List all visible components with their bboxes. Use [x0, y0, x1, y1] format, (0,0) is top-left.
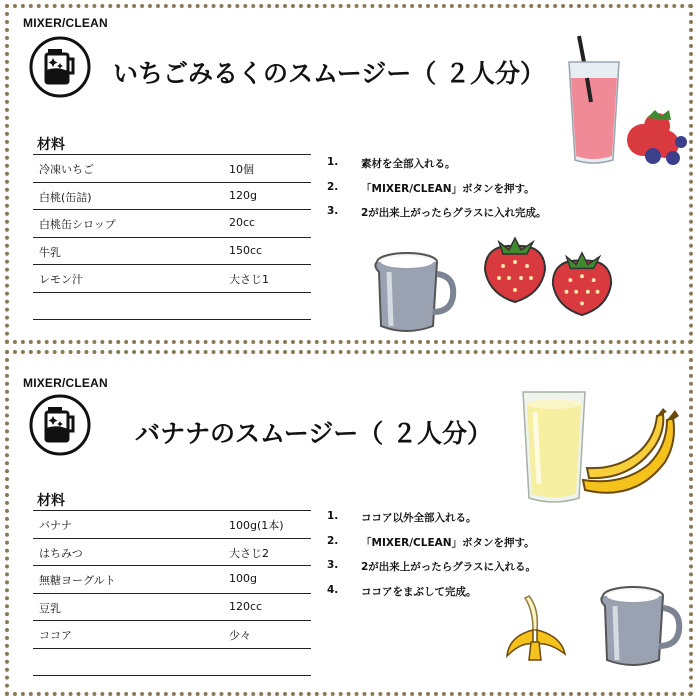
ingredients-heading: 材料 [37, 493, 65, 509]
ingredient-row [33, 594, 311, 622]
step-item [327, 510, 627, 535]
step-text: 「MIXER/CLEAN」ボタンを押す。 [361, 536, 535, 549]
strawberry-smoothie-glass-icon [561, 32, 693, 170]
ingredient-qty: 大さじ2 [229, 546, 269, 560]
mode-badge: MIXER/CLEAN [23, 376, 108, 390]
ingredient-row [33, 293, 311, 321]
mode-badge: MIXER/CLEAN [23, 16, 108, 30]
ingredient-row [33, 566, 311, 594]
step-item [327, 205, 627, 230]
ingredient-name: 冷凍いちご [39, 163, 94, 176]
recipe-card-banana [5, 350, 693, 696]
ingredient-row [33, 210, 311, 238]
ingredient-name: 白桃(缶詰) [39, 190, 92, 204]
ingredient-row [33, 539, 311, 567]
ingredient-row [33, 238, 311, 266]
step-text: 「MIXER/CLEAN」ボタンを押す。 [361, 182, 535, 195]
step-number: 3. [327, 205, 339, 217]
recipe-card-strawberry [5, 4, 693, 344]
ingredients-heading: 材料 [37, 137, 65, 153]
step-text: 2が出来上がったらグラスに入れる。 [361, 561, 536, 573]
step-item [327, 535, 627, 560]
step-item [327, 559, 627, 584]
ingredient-row [33, 621, 311, 649]
ingredient-qty: 10個 [229, 163, 254, 176]
ingredient-row [33, 511, 311, 539]
milk-pitcher-icon [595, 580, 687, 672]
step-number: 3. [327, 559, 339, 571]
ingredient-name: バナナ [39, 519, 72, 532]
ingredient-qty: 20cc [229, 216, 256, 229]
ingredients-table [33, 510, 311, 676]
ingredient-name: 無糖ヨーグルト [39, 574, 116, 587]
step-number: 1. [327, 156, 339, 168]
step-number: 2. [327, 534, 339, 547]
step-text: 素材を全部入れる。 [361, 158, 456, 170]
ingredient-name: レモン汁 [39, 273, 83, 286]
ingredient-row [33, 649, 311, 677]
step-number: 2. [327, 180, 339, 193]
strawberry-icon [547, 246, 617, 320]
mixer-icon [29, 394, 91, 456]
mixer-icon [29, 36, 91, 98]
recipe-title: いちごみるくのスムージー（ ２人分） [113, 59, 545, 88]
ingredient-name: 白桃缶シロップ [39, 218, 116, 231]
step-text: ココアをまぶして完成。 [361, 585, 477, 598]
step-number: 1. [327, 510, 339, 522]
step-text: ココア以外全部入れる。 [361, 512, 477, 524]
ingredient-name: ココア [39, 629, 72, 642]
ingredient-row [33, 265, 311, 293]
ingredient-qty: 150cc [229, 243, 263, 257]
step-item [327, 584, 627, 609]
ingredient-qty: 120g [229, 188, 257, 202]
ingredient-name: 牛乳 [39, 245, 61, 259]
step-item [327, 181, 627, 206]
ingredient-name: はちみつ [39, 546, 83, 560]
ingredient-row [33, 183, 311, 211]
ingredient-qty: 100g(1本) [229, 519, 284, 532]
milk-pitcher-icon [369, 246, 461, 338]
ingredients-table [33, 154, 311, 320]
ingredient-row [33, 155, 311, 183]
recipe-title: バナナのスムージー（ ２人分） [135, 419, 492, 448]
ingredient-name: 豆乳 [39, 601, 61, 615]
steps-list [327, 510, 627, 608]
step-text: 2が出来上がったらグラスに入れ完成。 [361, 207, 547, 219]
peeled-banana-icon [499, 590, 571, 664]
strawberry-icon [479, 232, 551, 306]
ingredient-qty: 大さじ1 [229, 273, 269, 286]
ingredient-qty: 少々 [229, 629, 251, 642]
banana-bunch-icon [575, 406, 685, 506]
ingredient-qty: 100g [229, 572, 257, 585]
ingredient-qty: 120cc [229, 599, 263, 613]
step-number: 4. [327, 583, 339, 596]
